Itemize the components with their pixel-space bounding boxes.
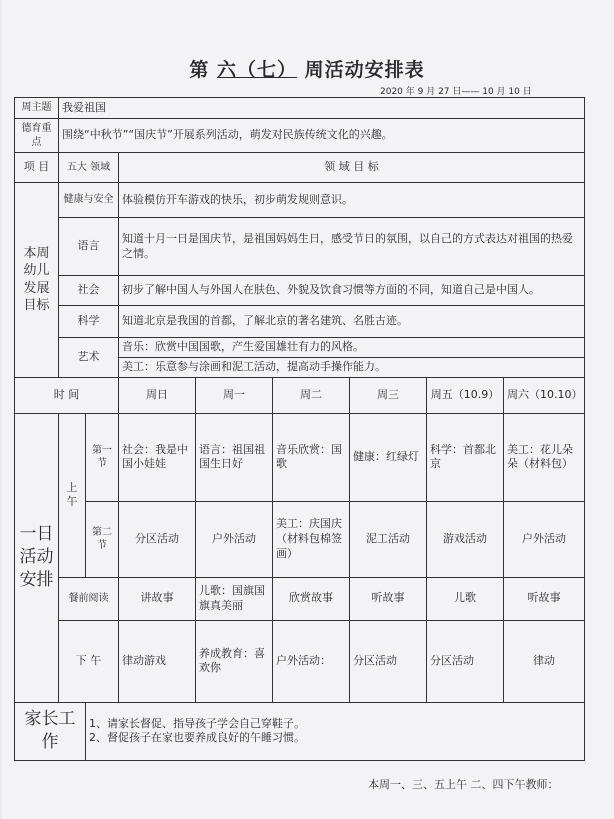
activity-cell: 户外活动 <box>504 501 585 577</box>
week-number: 六（七） <box>216 59 297 81</box>
day-header: 周一 <box>196 377 273 413</box>
page-title: 第 六（七） 周活动安排表 <box>189 59 425 81</box>
activity-cell: 美工：庆国庆（材料包棉签画） <box>273 501 350 577</box>
activity-cell: 分区活动 <box>350 620 427 702</box>
activity-cell: 听故事 <box>504 577 585 620</box>
domain-language: 语言 <box>59 218 119 276</box>
moral-label: 德育重点 <box>15 119 59 153</box>
target-art-music: 音乐：欣赏中国国歌，产生爱国雄壮有力的风格。 <box>119 338 585 358</box>
activity-cell: 泥工活动 <box>350 501 427 577</box>
activity-cell: 听故事 <box>350 577 427 620</box>
activity-cell: 游戏活动 <box>427 501 504 577</box>
activity-cell: 社会：我是中国小娃娃 <box>119 413 196 501</box>
day-schedule-label: 一日活动安排 <box>15 413 59 702</box>
schedule-table <box>14 97 585 761</box>
domain-science: 科学 <box>59 306 119 338</box>
goals-label: 本周幼儿发展目标 <box>15 183 59 378</box>
theme-label: 周主题 <box>15 98 59 119</box>
time-header: 时 间 <box>15 377 119 413</box>
target-social: 初步了解中国人与外国人在肤色、外貌及饮食习惯等方面的不同，知道自己是中国人。 <box>119 276 585 306</box>
activity-cell: 户外活动 <box>196 501 273 577</box>
domain-health: 健康与安全 <box>59 183 119 218</box>
parents-notes <box>86 702 585 760</box>
parents-label: 家长工作 <box>15 702 86 760</box>
day-header: 周日 <box>119 377 196 413</box>
activity-cell: 养成教育：喜欢你 <box>196 620 273 702</box>
parents-note: 2、督促孩子在家也要养成良好的午睡习惯。 <box>89 731 305 745</box>
date-range: 2020 年 9 月 27 日—— 10 月 10 日 <box>380 87 532 97</box>
activity-cell: 美工：花儿朵朵（材料包） <box>504 413 585 501</box>
reading-label: 餐前阅读 <box>59 577 119 620</box>
period-two-label: 第二节 <box>86 501 119 577</box>
target-language: 知道十月一日是国庆节，是祖国妈妈生日，感受节日的氛围，以自己的方式表达对祖国的热爱之情。 <box>119 218 585 276</box>
activity-cell: 欣赏故事 <box>273 577 350 620</box>
activity-cell: 律动 <box>504 620 585 702</box>
activity-cell: 健康：红绿灯 <box>350 413 427 501</box>
theme-value: 我爱祖国 <box>59 98 585 119</box>
afternoon-label: 下 午 <box>59 620 119 702</box>
activity-cell: 儿歌 <box>427 577 504 620</box>
morning-label: 上午 <box>59 413 86 577</box>
activity-cell: 科学：首都北京 <box>427 413 504 501</box>
domain-social: 社会 <box>59 276 119 306</box>
domain-art: 艺术 <box>59 338 119 378</box>
day-header: 周五（10.9） <box>427 377 504 413</box>
target-header: 领 域 目 标 <box>119 153 585 183</box>
activity-cell: 分区活动 <box>427 620 504 702</box>
activity-cell: 语言：祖国祖国生日好 <box>196 413 273 501</box>
item-header: 项 目 <box>15 153 59 183</box>
moral-value: 围绕“中秋节”“国庆节”开展系列活动，萌发对民族传统文化的兴趣。 <box>59 119 585 153</box>
target-art-craft: 美工：乐意参与涂画和泥工活动，提高动手操作能力。 <box>119 358 585 378</box>
footer-note: 本周一、三、五上午 二、四下午教师： <box>368 778 559 791</box>
parents-note: 1、请家长督促、指导孩子学会自己穿鞋子。 <box>89 716 305 730</box>
day-header: 周二 <box>273 377 350 413</box>
activity-cell: 户外活动： <box>273 620 350 702</box>
period-one-label: 第一节 <box>86 413 119 501</box>
activity-cell: 讲故事 <box>119 577 196 620</box>
target-science: 知道北京是我国的首都，了解北京的著名建筑、名胜古迹。 <box>119 306 585 338</box>
activity-cell: 分区活动 <box>119 501 196 577</box>
activity-cell: 律动游戏 <box>119 620 196 702</box>
activity-cell: 儿歌：国旗国旗真美丽 <box>196 577 273 620</box>
domain-header: 五大 领域 <box>59 153 119 183</box>
day-header: 周六（10.10） <box>504 377 585 413</box>
target-health: 体验模仿开车游戏的快乐，初步萌发规则意识。 <box>119 183 585 218</box>
activity-cell: 音乐欣赏：国歌 <box>273 413 350 501</box>
day-header: 周三 <box>350 377 427 413</box>
